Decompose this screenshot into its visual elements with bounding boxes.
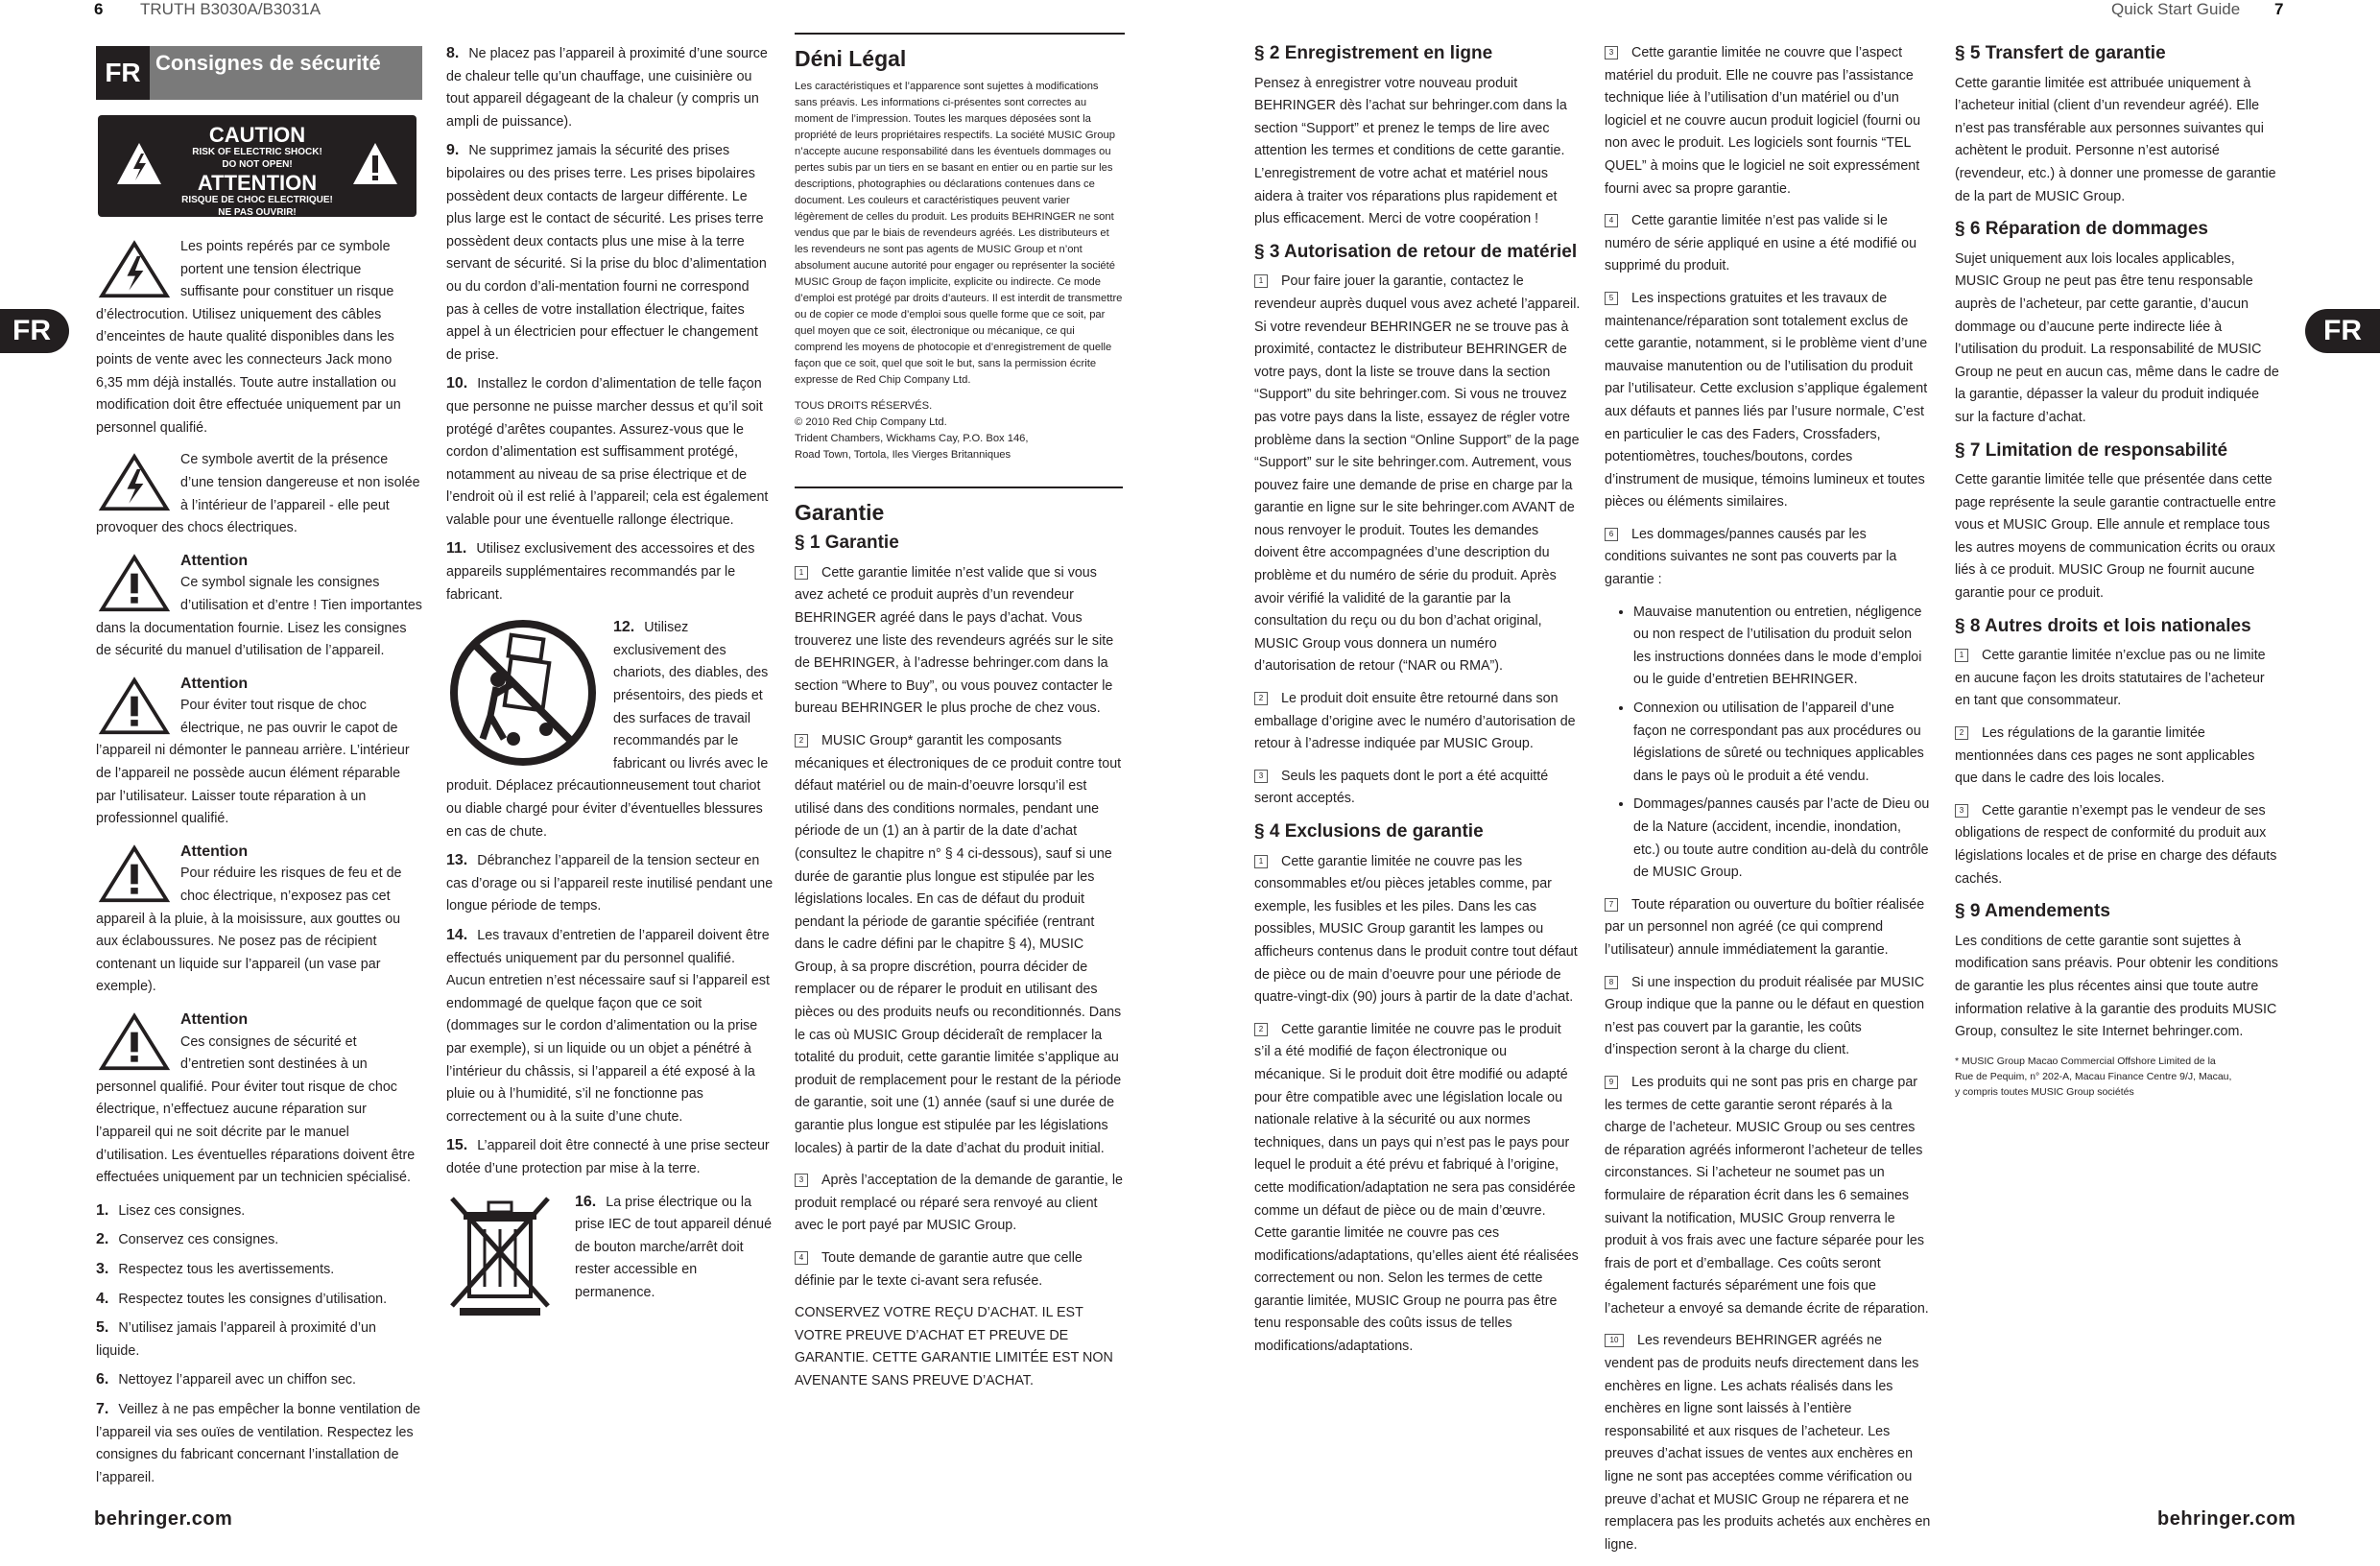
paragraph: 1 Cette garantie limitée n’exclue pas ou ne limite en aucune façon les droits statutaires de l’acheteur en tant que consommateur.	[1955, 648, 2266, 709]
divider	[795, 486, 1123, 488]
legal-rights: TOUS DROITS RÉSERVÉS.	[795, 399, 933, 412]
attention-heading: Attention	[180, 1011, 249, 1028]
language-tab-right: FR	[2305, 309, 2380, 353]
paragraph: 4 Toute demande de garantie autre que celle définie par le texte ci-avant sera refusée.	[795, 1250, 1083, 1289]
lightning-triangle-icon	[96, 453, 173, 512]
section-heading: § 6 Réparation de dommages	[1955, 219, 2208, 240]
paragraph: 2 MUSIC Group* garantit les composants mécaniques et électroniques de ce produit contre tout défaut matériel ou de main-d’oeuvre lorsqu’il est utilisé dans des conditions normales, pendant une période de un (1) an à partir de la date d’achat (consultez le chapitre n° § 4 ci-dessous), sauf si une durée de garantie plus longue est stipulée par les législations locales. En cas de défaut du produit pendant la période de garantie spécifiée (rentrant dans le cadre défini par le chapitre § 4), MUSIC Group, à sa propre discrétion, pourra décider de remplacer ou de réparer le produit en utilisant des pièces ou des produits neufs ou reconditionnés. Dans le cas où MUSIC Group décideraît de remplacer la totalité du produit, cette garantie limitée s’applique au produit de remplacement pour le restant de la période de garantie, soit une (1) année (sauf si une durée de garantie plus longue est stipulée par les législations locales) à partir de la date d’achat du produit initial.	[795, 732, 1122, 1156]
list-item: 10. Installez le cordon d’alimentation de telle façon que personne ne puisse marcher dessus et qu’il soit protégé d’arêtes coupantes. Assurez-vous que le cordon d’alimentation est suffisamment protégé, notamment au niveau de sa prise électrique et de l’endroit où il est relié à l’appareil; cela est également valable pour une éventuelle rallonge électrique.	[446, 375, 769, 528]
paragraph: 3 Après l’acceptation de la demande de garantie, le produit remplacé ou réparé sera renvoyé au client avec le port payé par MUSIC Group.	[795, 1173, 1123, 1234]
safety-lang-tag: FR	[96, 46, 150, 100]
safety-paragraph-1: Les points repérés par ce symbole portent une tension électrique suffisante pour constituer un risque d’électrocution. Utilisez uniquement des câbles d’enceintes de haute qualité disponibles dans les points de vente avec les connecteurs Jack mono 6,35 mm déjà installés. Toute autre installation ou modification doit être effectuée uniquement par un personnel qualifié.	[96, 239, 401, 436]
warning-lightning-2	[96, 449, 422, 539]
list-item: 15. L’appareil doit être connecté à une prise secteur dotée d’une protection par mise à la terre.	[446, 1137, 770, 1176]
list-item: 6. Nettoyez l’appareil avec un chiffon sec.	[96, 1371, 357, 1388]
list-item: 4. Respectez toutes les consignes d’utilisation.	[96, 1290, 388, 1307]
warranty-column-4	[1955, 42, 2281, 1100]
legal-address-1: Trident Chambers, Wickhams Cay, P.O. Box 146,	[795, 432, 1029, 444]
section-heading: § 7 Limitation de responsabilité	[1955, 439, 2228, 461]
attention-block-2	[96, 673, 422, 831]
attention-block-4	[96, 1008, 422, 1190]
page-number-left: 6	[94, 0, 104, 18]
attention-word: ATTENTION	[197, 171, 318, 195]
behringer-logo-right: behringer.com	[2157, 1508, 2297, 1530]
list-item: 12. Utilisez exclusivement des chariots, des diables, des présentoirs, des pieds et des surfaces de travail recommandés par le fabricant ou livrés avec le produit. Déplacez précautionneusement tout chariot ou diable chargé pour éviter d’éventuelles blessures en cas de chute.	[446, 616, 774, 843]
paragraph: 1 Pour faire jouer la garantie, contactez le revendeur auprès duquel vous avez acheté l’appareil. Si votre revendeur BEHRINGER ne se trouve pas à proximité, contactez le distributeur BEHRINGER de votre pays, dont la liste se trouve dans la section “Support” du site behringer.com. Si vous ne trouvez pas votre pays dans la liste, essayez de régler votre problème dans la section “Online Support” de la page “Support” sur le site behringer.com. Autrement, vous pouvez faire une demande de prise en charge par la garantie en ligne sur le site behringer.com AVANT de nous renvoyer le produit. Toutes les demandes doivent être accompagnées d’une description du problème et du numéro de série du produit. Après avoir vérifié la validité de la garantie par la consultation du reçu ou du bon d’achat original, MUSIC Group vous donnera un numéro d’autorisation de retour (“NAR ou RMA”).	[1254, 273, 1581, 675]
legal-warranty-column	[795, 42, 1123, 1403]
footnote: y compris toutes MUSIC Group sociétés	[1955, 1085, 2134, 1098]
safety-title: Consignes de sécurité	[150, 46, 422, 100]
attention-block-1	[96, 550, 422, 663]
caution-sub-3: RISQUE DE CHOC ELECTRIQUE!	[181, 195, 333, 205]
exclamation-triangle-icon	[96, 1012, 173, 1072]
page-number-right: 7	[2274, 0, 2284, 18]
list-item: 9. Ne supprimez jamais la sécurité des prises bipolaires ou des prises terre. Les prises bipolaires possèdent deux contacts de largeur différente. Le plus large est le contact de sécurité. Les prises terre possèdent deux contacts plus une mise à la terre servant de sécurité. Si la prise du bloc d’alimentation ou du cordon d’ali-mentation fourni ne correspond pas à celles de votre installation électrique, faites appel à un électricien pour effectuer le changement de prise.	[446, 142, 767, 363]
list-item: • Connexion ou utilisation de l’appareil d’une façon ne correspondant pas aux procédures ou législations de sûreté ou techniques applicables dans le pays où le produit a été vendu.	[1633, 698, 1931, 788]
safety-header	[96, 46, 422, 100]
caution-sub-1: RISK OF ELECTRIC SHOCK!	[192, 147, 322, 157]
list-item: 16. La prise électrique ou la prise IEC de tout appareil dénué de bouton marche/arrêt doit rester accessible en permanence.	[446, 1191, 774, 1305]
paragraph: 2 Les régulations de la garantie limitée mentionnées dans ces pages ne sont applicables que dans le cadre des lois locales.	[1955, 725, 2255, 787]
paragraph: 7 Toute réparation ou ouverture du boîtier réalisée par un personnel non agréé (ce qui comprend l’utilisateur) annule immédiatement la garantie.	[1605, 896, 1925, 958]
list-item: • Mauvaise manutention ou entretien, négligence ou non respect de l’utilisation du produit selon les instructions données dans le mode d’emploi ou le guide d’entretien BEHRINGER.	[1633, 602, 1931, 692]
paragraph: CONSERVEZ VOTRE REÇU D’ACHAT. IL EST VOTRE PREUVE D’ACHAT ET PREUVE DE GARANTIE. CETTE GARANTIE LIMITÉE EST NON AVENANTE SANS PREUVE D’ACHAT.	[795, 1305, 1113, 1388]
legal-text: Les caractéristiques et l’apparence sont sujettes à modifications sans préavis. Les informations ci-présentes sont correctes au moment de l’impression. Toutes les marques déposées sont la propriété de leurs propriétaires respectifs. La société MUSIC Group n’accepte aucune responsabilité dans les éventuels dommages ou pertes subis par un tiers en se basant en entier ou en partie sur les descriptions, photographies ou déclarations contenues dans ce document. Les couleurs et caractéristiques peuvent varier légèrement de celles du produit. Les produits BEHRINGER ne sont vendus que par le biais de revendeurs agréés. Les distributeurs et les revendeurs ne sont pas agents de MUSIC Group et n’ont absolument aucune autorité pour engager ou représenter la société MUSIC Group de façon implicite, explicite ou indirecte. Ce mode d’emploi est protégé par droits d’auteurs. Il est interdit de transmettre ou de copier ce mode d’emploi sous quelle forme que ce soit, par quel moyen que ce soit, électronique ou mécanique, ce qui comprend les moyens de photocopie et d’enregistrement de quelle façon que ce soit, quel que soit le but, sans la permission écrite expresse de Red Chip Company Ltd.	[795, 80, 1123, 386]
paragraph: 5 Les inspections gratuites et les travaux de maintenance/réparation sont totalement exclus de cette garantie, notamment, si le problème vient d’une mauvaise manutention ou de l’utilisation du produit par l’utilisateur. Cette exclusion s’applique également aux défauts et pannes liés par l’usure normale, C’est en particulier le cas des Faders, Crossfaders, potentiomètres, touches/boutons, cordes d’instrument de musique, témoins lumineux et toutes pièces ou éléments similaires.	[1605, 290, 1928, 510]
paragraph: 3 Seuls les paquets dont le port a été acquitté seront acceptés.	[1254, 768, 1549, 807]
warranty-column-3	[1605, 42, 1931, 1566]
footnote: * MUSIC Group Macao Commercial Offshore Limited de la	[1955, 1055, 2216, 1067]
paragraph: Les conditions de cette garantie sont sujettes à modification sans préavis. Pour obtenir les conditions de garantie les plus récentes ainsi que toute autre information relative à la garantie des produits MUSIC Group, consultez le site Internet behringer.com.	[1955, 933, 2278, 1040]
attention-text-4: Ces consignes de sécurité et d’entretien sont destinées à un personnel qualifié. Pour éviter tout risque de choc électrique, n’effectuez aucune réparation sur l’appareil qui ne soit décrite par le manuel d’utilisation. Les éventuelles réparations doivent être effectuées uniquement par un technicien spécialisé.	[96, 1033, 416, 1186]
section-heading: § 4 Exclusions de garantie	[1254, 821, 1484, 842]
caution-word: CAUTION	[208, 123, 306, 147]
paragraph: 1 Cette garantie limitée n’est valide que si vous avez acheté ce produit auprès d’un revendeur BEHRINGER agréé dans le pays d’achat. Vous trouverez une liste des revendeurs agréés sur le site de BEHRINGER, à l’adresse behringer.com dans la section “Where to Buy”, ou vous pouvez contacter le bureau BEHRINGER le plus proche de chez vous.	[795, 564, 1114, 717]
section-heading: § 1 Garantie	[795, 533, 899, 554]
paragraph: 1 Cette garantie limitée ne couvre pas les consommables et/ou pièces jetables comme, par exemple, les fusibles et les piles. Dans les cas possibles, MUSIC Group garantit les lampes ou afficheurs contenus dans le produit contre tout défaut de pièce ou de main d’oeuvre pour une période de quatre-vingt-dix (90) jours à partir de la date d’achat.	[1254, 853, 1578, 1006]
caution-sub-2: DO NOT OPEN!	[222, 159, 293, 170]
section-heading: § 9 Amendements	[1955, 901, 2110, 922]
paragraph: 3 Cette garantie n’exempt pas le vendeur de ses obligations de respect de conformité du produit aux législations locales et de prise en charge des défauts cachés.	[1955, 802, 2277, 887]
warranty-column-2	[1254, 42, 1581, 1368]
footnote: Rue de Pequim, n° 202-A, Macau Finance Centre 9/J, Macau,	[1955, 1070, 2232, 1082]
list-item: 7. Veillez à ne pas empêcher la bonne ventilation de l’appareil via ses ouïes de ventilation. Respectez les consignes du fabricant concernant l’installation de l’appareil.	[96, 1400, 421, 1485]
paragraph: Cette garantie limitée est attribuée uniquement à l’acheteur initial (client d’un revendeur agréé). Elle n’est pas transférable aux personnes suivantes qui achètent le produit. Personne n’est autorisé (revendeur, etc.) à donner une promesse de garantie de la part de MUSIC Group.	[1955, 75, 2276, 204]
list-item: 11. Utilisez exclusivement des accessoires et des appareils supplémentaires recommandés par le fabricant.	[446, 540, 755, 603]
legal-address-2: Road Town, Tortola, Iles Vierges Britanniques	[795, 448, 1012, 461]
attention-heading: Attention	[180, 842, 249, 860]
exclusion-list	[1605, 602, 1931, 885]
behringer-logo-left: behringer.com	[94, 1508, 233, 1530]
section-heading: § 5 Transfert de garantie	[1955, 43, 2166, 63]
section-heading: § 8 Autres droits et lois nationales	[1955, 615, 2251, 636]
list-item: 13. Débranchez l’appareil de la tension secteur en cas d’orage ou si l’appareil reste inutilisé pendant une longue période de temps.	[446, 852, 774, 914]
list-item: 5. N’utilisez jamais l’appareil à proximité d’un liquide.	[96, 1319, 376, 1359]
caution-sub-4: NE PAS OUVRIR!	[218, 207, 297, 218]
safety-column-1	[96, 46, 422, 1495]
weee-bin-icon	[446, 1191, 554, 1316]
header-title-right: Quick Start Guide	[2111, 0, 2241, 18]
paragraph: 4 Cette garantie limitée n’est pas valide si le numéro de série appliqué en usine a été modifié ou supprimé du produit.	[1605, 213, 1917, 274]
paragraph: 8 Si une inspection du produit réalisée par MUSIC Group indique que la panne ou le défaut en question n’est pas couvert par la garantie, les coûts d’inspection seront à la charge du client.	[1605, 974, 1925, 1058]
paragraph: 2 Cette garantie limitée ne couvre pas le produit s’il a été modifié de façon électronique ou mécanique. Si le produit doit être modifié ou adapté pour être compatible avec une législation locale ou nationale relative à la sécurité ou aux normes techniques, dans un pays qui n’est pas le pays pour lequel le produit a été prévu et fabriqué à l’origine, cette modification/adaptation ne sera pas considérée comme un défaut de pièce ou de main d’œuvre. Cette garantie limitée ne couvre pas ces modifications/adaptations, qu’elles aient été réalisées correctement ou non. Selon les termes de cette garantie limitée, MUSIC Group ne pourra pas être tenu responsable des coûts issus de telles modifications/adaptations.	[1254, 1021, 1579, 1355]
list-item: 8. Ne placez pas l’appareil à proximité d’une source de chaleur telle qu’un chauffage, une cuisinière ou tout appareil dégageant de la chaleur (y compris un ampli de puissance).	[446, 45, 768, 130]
legal-title: Déni Légal	[795, 46, 907, 71]
exclamation-warning-icon	[351, 140, 399, 188]
attention-text-1: Ce symbol signale les consignes d’utilisation et d’entre ! Tien importantes dans la documentation fournie. Lisez les consignes de sécurité du manuel d’utilisation de l’appareil.	[96, 575, 422, 659]
section-heading: § 3 Autorisation de retour de matériel	[1254, 241, 1578, 262]
paragraph: Cette garantie limitée telle que présentée dans cette page représente la seule garantie contractuelle entre vous et MUSIC Group. Elle annule et remplace tous les autres moyens de communication écrits ou oraux liés à ce produit. MUSIC Group ne fournit aucune garantie pour ce produit.	[1955, 472, 2276, 602]
paragraph: 10 Les revendeurs BEHRINGER agréés ne vendent pas de produits neufs directement dans les enchères en ligne. Les achats réalisés dans les enchères en ligne sont laissés à l’entière responsabilité et aux risques de l’acheteur. Les preuves d’achat issues de ventes aux enchères en ligne ne sont pas acceptées comme vérification ou preuve d’achat et MUSIC Group ne réparera et ne remplacera pas les produits achetés aux enchères en ligne.	[1605, 1333, 1931, 1553]
list-item: 3. Respectez tous les avertissements.	[96, 1260, 335, 1277]
list-item: 14. Les travaux d’entretien de l’appareil doivent être effectués uniquement par du personnel qualifié. Aucun entretien n’est nécessaire sauf si l’appareil est endommagé de quelque façon que ce soit (dommages sur le cordon d’alimentation ou la prise par exemple), si un liquide ou un objet a pénétré à l’intérieur du châssis, si l’appareil a été exposé à la pluie ou à l’humidité, s’il ne fonctionne pas correctement ou à la suite d’une chute.	[446, 926, 770, 1125]
lightning-warning-icon	[115, 140, 163, 188]
exclamation-triangle-icon	[96, 844, 173, 904]
safety-column-2	[446, 42, 774, 1321]
paragraph: 6 Les dommages/pannes causés par les conditions suivantes ne sont pas couverts par la garantie :	[1605, 526, 1897, 588]
paragraph: Pensez à enregistrer votre nouveau produit BEHRINGER dès l’achat sur behringer.com dans la section “Support” et prenez le temps de lire avec attention les termes et conditions de cette garantie. L’enregistrement de votre achat et matériel nous aidera à traiter vos réparations plus rapidement et plus efficacement. Merci de votre coopération !	[1254, 75, 1567, 227]
warranty-title: Garantie	[795, 499, 885, 525]
paragraph: Sujet uniquement aux lois locales applicables, MUSIC Group ne peut pas être tenu responsable auprès de l’acheteur, par cette garantie, d’aucun dommage ou d’aucune perte indirecte liée à l’utilisation du produit. La responsabilité de MUSIC Group ne peut en aucun cas, même dans le cadre de la garantie, dépasser la valeur du produit indiquée sur la facture d’achat.	[1955, 250, 2279, 425]
list-item: 2. Conservez ces consignes.	[96, 1231, 279, 1248]
caution-label	[98, 115, 416, 217]
exclamation-triangle-icon	[96, 676, 173, 736]
attention-text-2: Pour éviter tout risque de choc électrique, ne pas ouvrir le capot de l’appareil ni démonter le panneau arrière. L’intérieur de l’appareil ne possède aucun élément réparable par l’utilisateur. Laisser toute réparation à un professionnel qualifié.	[96, 698, 410, 827]
warning-lightning-1	[96, 236, 422, 439]
attention-block-3	[96, 841, 422, 999]
attention-heading: Attention	[180, 552, 249, 569]
paragraph: 9 Les produits qui ne sont pas pris en charge par les termes de cette garantie seront réparés à la charge de l’acheteur. MUSIC Group ou ses centres de réparation agréés informeront l’acheteur de telles circonstances. Si l’acheteur ne soumet pas un formulaire de réparation écrit dans les 6 semaines suivant la notification, MUSIC Group renverra le produit à vos frais avec une facture séparée pour les frais de port et d’emballage. Ces coûts seront également facturés séparément une fois que l’acheteur a envoyé sa demande écrite de réparation.	[1605, 1074, 1929, 1317]
language-tab-left: FR	[0, 309, 69, 353]
section-heading: § 2 Enregistrement en ligne	[1254, 43, 1493, 63]
list-item: • Dommages/pannes causés par l’acte de Dieu ou de la Nature (accident, incendie, inondation, etc.) ou toute autre condition au-delà du contrôle de MUSIC Group.	[1633, 794, 1931, 884]
no-cart-tipping-icon	[446, 616, 600, 770]
divider	[795, 33, 1125, 35]
lightning-triangle-icon	[96, 240, 173, 299]
paragraph: 2 Le produit doit ensuite être retourné dans son emballage d’origine avec le numéro d’autorisation de retour à l’adresse indiquée par MUSIC Group.	[1254, 691, 1576, 752]
legal-copyright: © 2010 Red Chip Company Ltd.	[795, 415, 947, 428]
exclamation-triangle-icon	[96, 554, 173, 613]
paragraph: 3 Cette garantie limitée ne couvre que l’aspect matériel du produit. Elle ne couvre pas l’assistance technique liée à l’utilisation d’un matériel ou d’un logiciel et ne couvre aucun produit logiciel (fourni ou non avec le produit. Les logiciels sont fournis “TEL QUEL” à moins que le logiciel ne soit expressément fourni avec sa propre garantie.	[1605, 45, 1921, 197]
attention-heading: Attention	[180, 675, 249, 692]
safety-paragraph-2: Ce symbole avertit de la présence d’une tension dangereuse et non isolée à l’intérieur de l’appareil - elle peut provoquer des chocs électriques.	[96, 452, 420, 536]
header-title-left: TRUTH B3030A/B3031A	[140, 0, 321, 18]
attention-text-3: Pour réduire les risques de feu et de choc électrique, n’exposez pas cet appareil à la pluie, à la moisissure, aux gouttes ou aux éclaboussures. Ne posez pas de récipient contenant un liquide sur l’appareil (un vase par exemple).	[96, 866, 402, 995]
list-item: 1. Lisez ces consignes.	[96, 1201, 246, 1219]
